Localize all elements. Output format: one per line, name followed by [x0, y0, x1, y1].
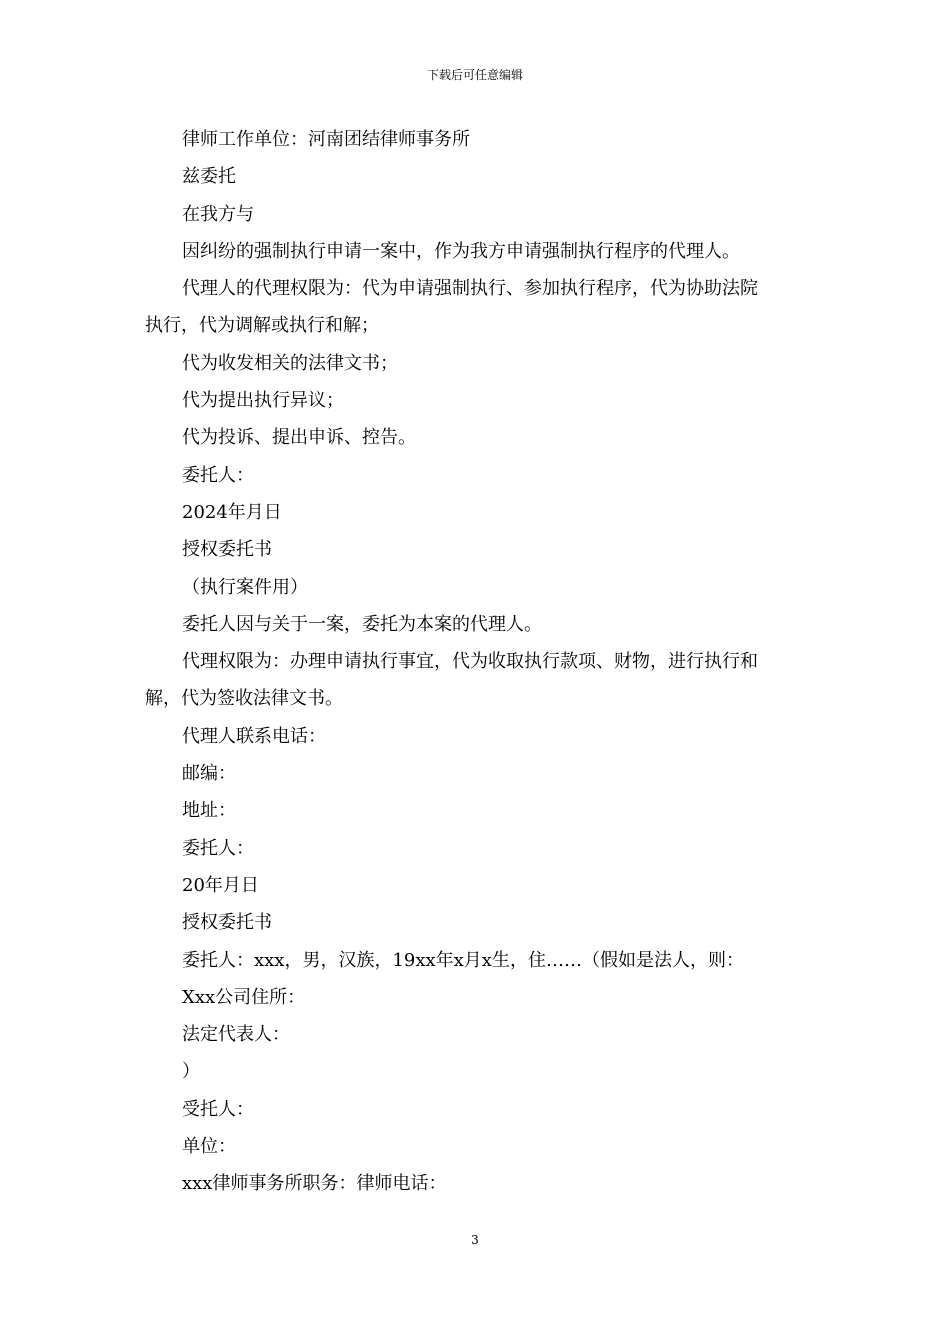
text-line: 2024年月日 — [182, 501, 282, 523]
text-line: 因纠纷的强制执行申请一案中，作为我方申请强制执行程序的代理人。 — [182, 240, 740, 262]
text-line: 委托人因与关于一案，委托为本案的代理人。 — [182, 613, 542, 635]
text-line: 律师工作单位：河南团结律师事务所 — [182, 129, 470, 150]
text-line: 兹委托 — [182, 166, 236, 188]
text-line: 委托人：xxx，男，汉族，19xx年x月x生，住……（假如是法人，则： — [182, 949, 744, 971]
text-line: 单位： — [182, 1136, 236, 1158]
page-number: 3 — [471, 1233, 479, 1247]
text-line: 20年月日 — [182, 874, 259, 896]
text-line: 地址： — [182, 800, 236, 822]
text-line: 代为提出执行异议； — [182, 390, 344, 412]
text-line: 执行，代为调解或执行和解； — [145, 315, 379, 337]
text-line: 受托人： — [182, 1098, 254, 1120]
text-line: 授权委托书 — [182, 539, 272, 561]
text-line: 解，代为签收法律文书。 — [145, 688, 343, 710]
text-line: Xxx公司住所： — [182, 986, 306, 1008]
text-line: 授权委托书 — [182, 912, 272, 934]
text-line: 代理权限为：办理申请执行事宜，代为收取执行款项、财物，进行执行和 — [182, 651, 758, 673]
text-line: 邮编： — [182, 763, 236, 785]
document-body — [145, 121, 810, 1203]
text-line: （执行案件用） — [182, 576, 308, 598]
text-line: 代为收发相关的法律文书； — [182, 352, 398, 374]
text-line: 委托人： — [182, 837, 254, 859]
text-line: xxx律师事务所职务：律师电话： — [182, 1173, 447, 1195]
page-header: 下载后可任意编辑 — [426, 68, 523, 82]
text-line: 委托人： — [182, 464, 254, 486]
text-line: 在我方与 — [182, 203, 254, 225]
text-line: 代为投诉、提出申诉、控告。 — [182, 427, 416, 449]
text-line: ） — [182, 1061, 200, 1083]
text-line: 代理人的代理权限为：代为申请强制执行、参加执行程序，代为协助法院 — [182, 278, 758, 300]
text-line: 代理人联系电话： — [182, 725, 326, 747]
text-line: 法定代表人： — [182, 1024, 290, 1046]
